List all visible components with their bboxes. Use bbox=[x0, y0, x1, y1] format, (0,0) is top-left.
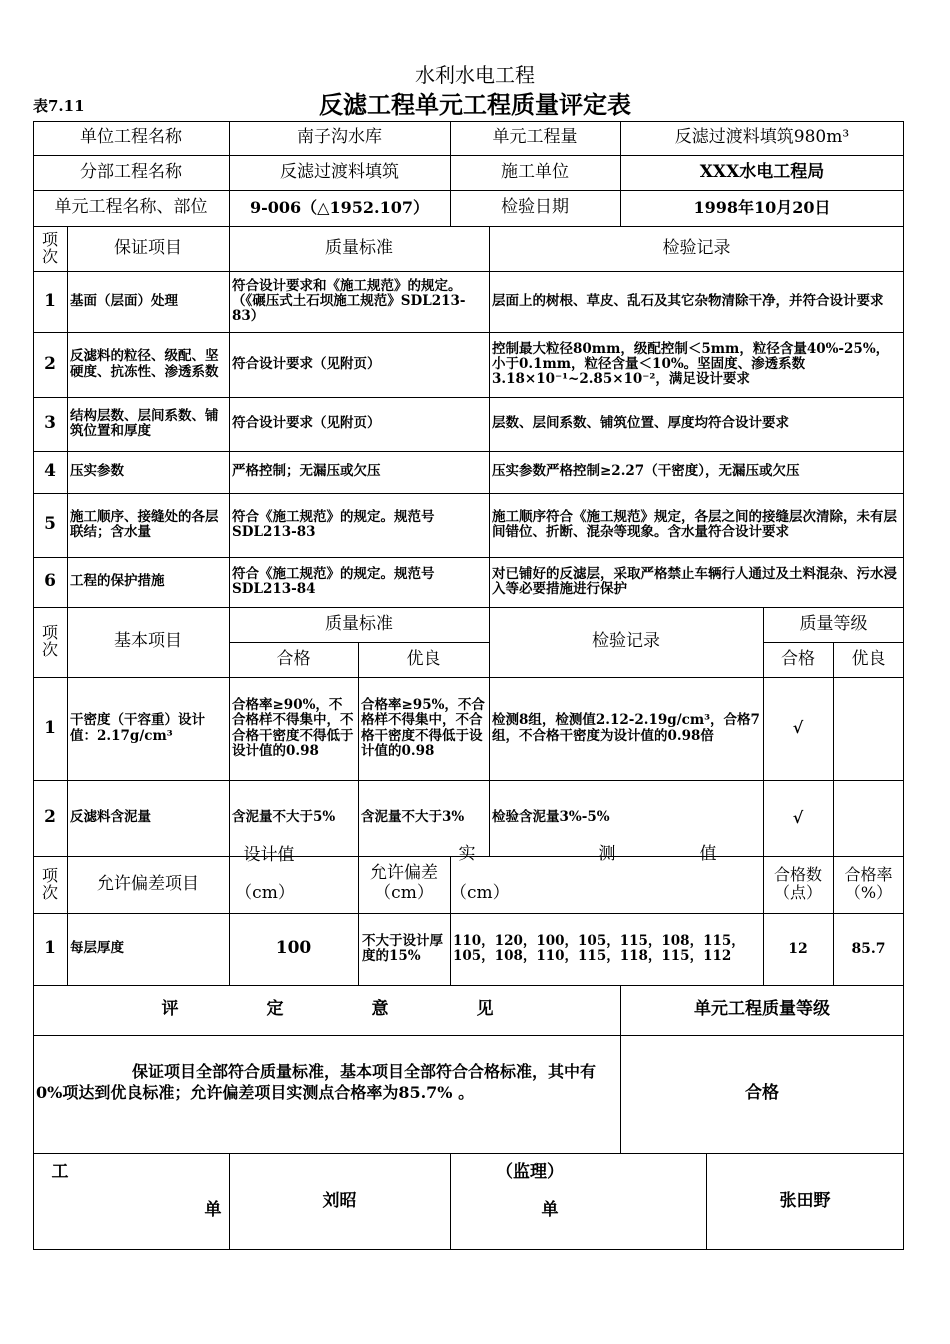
basic-row-excellent-standard: 含泥量不大于3% bbox=[361, 809, 465, 826]
basic-col-standard: 质量标准 bbox=[325, 613, 393, 634]
tolerance-col-tol-top: 允许偏差 bbox=[370, 863, 438, 884]
guarantee-row-item: 压实参数 bbox=[70, 463, 124, 480]
guarantee-row-record: 控制最大粒径80mm，级配控制＜5mm，粒径含量40%-25%，小于0.1mm，粒径含量＜10%。坚固度、渗透系数3.18×10⁻¹~2.85×10⁻²，满足设计要求 bbox=[492, 340, 890, 388]
guarantee-col-standard: 质量标准 bbox=[325, 237, 393, 258]
tolerance-row-design: 100 bbox=[275, 938, 312, 959]
tolerance-row-item: 每层厚度 bbox=[70, 940, 124, 957]
basic-row-pass-standard: 含泥量不大于5% bbox=[232, 809, 336, 826]
inspect-date-label: 检验日期 bbox=[501, 197, 569, 218]
guarantee-row-no: 3 bbox=[44, 413, 56, 434]
guarantee-row-no: 2 bbox=[44, 353, 56, 374]
tolerance-row-points: 12 bbox=[788, 940, 808, 957]
basic-row-grade-pass: √ bbox=[792, 718, 804, 738]
tolerance-col-design-unit: （cm） bbox=[235, 883, 295, 904]
guarantee-col-no: 项次 bbox=[41, 229, 58, 266]
unit-project-value: 南子沟水库 bbox=[297, 127, 382, 148]
sign-left-bottom: 单 bbox=[204, 1200, 222, 1221]
opinion-heading-char: 定 bbox=[266, 999, 284, 1020]
guarantee-col-item: 保证项目 bbox=[114, 237, 182, 258]
basic-row-grade-pass: √ bbox=[792, 807, 804, 827]
opinion-heading-char: 见 bbox=[476, 999, 494, 1020]
guarantee-row-no: 1 bbox=[44, 290, 56, 311]
guarantee-row-record: 层数、层间系数、铺筑位置、厚度均符合设计要求 bbox=[492, 415, 789, 432]
basic-col-grade: 质量等级 bbox=[799, 613, 868, 634]
basic-col-excellent: 优良 bbox=[406, 648, 441, 669]
guarantee-row-item: 施工顺序、接缝处的各层联结；含水量 bbox=[70, 508, 219, 540]
basic-row-item: 反滤料含泥量 bbox=[70, 809, 151, 826]
tolerance-col-measured-1: 实 bbox=[458, 844, 476, 865]
unit-name-value: 9-006（△1952.107） bbox=[250, 197, 429, 217]
unit-name-label: 单元工程名称、部位 bbox=[54, 197, 208, 218]
guarantee-row-no: 6 bbox=[44, 571, 56, 592]
basic-row-no: 2 bbox=[44, 807, 56, 828]
guarantee-row-standard: 符合《施工规范》的规定。规范号SDL213-83 bbox=[232, 508, 435, 540]
guarantee-row-standard: 符合《施工规范》的规定。规范号SDL213-84 bbox=[232, 565, 435, 597]
sub-project-label: 分部工程名称 bbox=[80, 161, 182, 182]
guarantee-row-item: 结构层数、层间系数、铺筑位置和厚度 bbox=[70, 407, 219, 439]
tolerance-col-measured-3: 值 bbox=[699, 844, 717, 865]
tolerance-row-rate: 85.7 bbox=[851, 940, 886, 957]
basic-row-grade-excellent bbox=[833, 780, 904, 856]
basic-row-record: 检验含泥量3%-5% bbox=[492, 809, 610, 826]
tolerance-col-no: 项次 bbox=[41, 865, 58, 902]
basic-row-item: 干密度（干容重）设计值：2.17g/cm³ bbox=[70, 712, 205, 744]
contractor-value: XXX水电工程局 bbox=[699, 161, 825, 182]
tolerance-col-measured-unit: （cm） bbox=[450, 883, 510, 904]
basic-col-grade-pass: 合格 bbox=[781, 648, 815, 669]
guarantee-col-record: 检验记录 bbox=[662, 237, 731, 258]
tolerance-col-measured-2: 测 bbox=[598, 844, 616, 865]
contractor-label: 施工单位 bbox=[501, 161, 569, 182]
basic-row-grade-excellent bbox=[833, 677, 904, 780]
tolerance-row-tolerance: 不大于设计厚度的15% bbox=[362, 932, 443, 964]
evaluation-opinion-text: 保证项目全部符合质量标准，基本项目全部符合合格标准，其中有0%项达到优良标准；允许偏差项目实测点合格率为85.7% 。 bbox=[36, 1062, 597, 1102]
guarantee-row-record: 压实参数严格控制≥2.27（干密度），无漏压或欠压 bbox=[492, 463, 800, 480]
guarantee-row-item: 基面（层面）处理 bbox=[70, 292, 178, 309]
tolerance-col-points: 合格数（点） bbox=[773, 865, 822, 902]
basic-row-excellent-standard: 合格率≥95%，不合格样不得集中，不合格干密度不得低于设计值的0.98 bbox=[361, 697, 485, 759]
guarantee-row-standard: 严格控制；无漏压或欠压 bbox=[232, 463, 381, 480]
tolerance-row-measured: 110，120，100，105，115，108，115，105，108，110，115，118，115，112 bbox=[453, 932, 745, 964]
guarantee-row-record: 施工顺序符合《施工规范》规定，各层之间的接缝层次清除，未有层间错位、折断、混杂等现象。含水量符合设计要求 bbox=[492, 508, 897, 540]
basic-col-record: 检验记录 bbox=[592, 631, 660, 652]
unit-grade-label: 单元工程质量等级 bbox=[694, 999, 830, 1020]
inspect-date-value: 1998年10月20日 bbox=[693, 197, 831, 217]
unit-quantity-value: 反滤过渡料填筑980m³ bbox=[674, 127, 850, 148]
unit-quantity-label: 单元工程量 bbox=[492, 127, 578, 148]
basic-row-no: 1 bbox=[44, 717, 56, 738]
tolerance-col-tol-unit: （cm） bbox=[374, 883, 434, 904]
tolerance-row-no: 1 bbox=[44, 938, 56, 959]
opinion-heading-char: 意 bbox=[371, 999, 389, 1020]
guarantee-row-item: 反滤料的粒径、级配、坚硬度、抗冻性、渗透系数 bbox=[70, 348, 219, 380]
guarantee-row-standard: 符合设计要求（见附页） bbox=[232, 415, 381, 432]
guarantee-row-item: 工程的保护措施 bbox=[70, 573, 165, 590]
sign-left-top: 工 bbox=[51, 1162, 69, 1183]
guarantee-row-standard: 符合设计要求和《施工规范》的规定。（《碾压式土石坝施工规范》SDL213-83） bbox=[232, 277, 466, 325]
guarantee-row-record: 对已铺好的反滤层，采取严格禁止车辆行人通过及土料混杂、污水浸入等必要措施进行保护 bbox=[492, 565, 897, 597]
guarantee-row-record: 层面上的树根、草皮、乱石及其它杂物清除干净，并符合设计要求 bbox=[492, 292, 884, 309]
guarantee-row-no: 4 bbox=[44, 461, 56, 482]
guarantee-row-no: 5 bbox=[44, 514, 56, 535]
sign-left-name: 刘昭 bbox=[322, 1191, 357, 1212]
basic-col-item: 基本项目 bbox=[114, 631, 182, 652]
unit-grade-value: 合格 bbox=[745, 1083, 779, 1104]
basic-col-no: 项次 bbox=[41, 623, 58, 659]
basic-row-pass-standard: 合格率≥90%，不合格样不得集中，不合格干密度不得低于设计值的0.98 bbox=[232, 697, 354, 759]
title-line1: 水利水电工程 bbox=[415, 62, 535, 87]
page-title: 反滤工程单元工程质量评定表 bbox=[319, 90, 631, 120]
tolerance-col-rate: 合格率（%） bbox=[844, 865, 893, 902]
sub-project-value: 反滤过渡料填筑 bbox=[280, 161, 399, 182]
unit-project-label: 单位工程名称 bbox=[80, 127, 182, 148]
tolerance-col-design-top: 设计值 bbox=[243, 845, 295, 866]
sign-right-name: 张田野 bbox=[779, 1191, 831, 1212]
sign-mid-bottom: 单 bbox=[541, 1200, 559, 1221]
basic-col-grade-excellent: 优良 bbox=[851, 648, 886, 669]
table-number: 表7.11 bbox=[33, 97, 85, 116]
tolerance-col-item: 允许偏差项目 bbox=[97, 873, 199, 894]
sign-mid-top: （监理） bbox=[496, 1162, 564, 1183]
opinion-heading-char: 评 bbox=[161, 999, 179, 1020]
basic-row-record: 检测8组，检测值2.12-2.19g/cm³，合格7组，不合格干密度为设计值的0.98倍 bbox=[492, 712, 760, 744]
guarantee-row-standard: 符合设计要求（见附页） bbox=[232, 355, 381, 372]
basic-col-pass: 合格 bbox=[276, 648, 311, 669]
